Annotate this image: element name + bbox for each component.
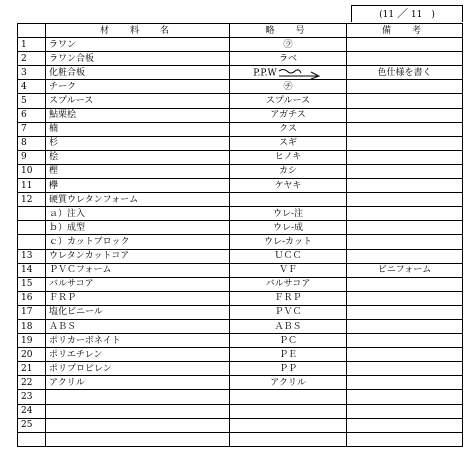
- material-abbreviation: [230, 66, 347, 80]
- abbreviation-text: バルサコア: [265, 279, 311, 290]
- row-number: 14: [18, 263, 46, 277]
- abbreviation-text: ＰＣ: [278, 335, 297, 346]
- material-name: ラワン合板: [46, 52, 230, 66]
- row-number: 9: [18, 150, 46, 164]
- material-abbreviation: [230, 235, 347, 249]
- row-number: 19: [18, 334, 46, 348]
- material-abbreviation: [230, 221, 347, 235]
- table-row: [18, 418, 463, 432]
- material-name: ＡＢＳ: [46, 319, 230, 333]
- material-remarks: ビニフォーム: [347, 263, 463, 277]
- material-name: 化粧合板: [46, 66, 230, 80]
- material-name: 鮎栗桧: [46, 108, 230, 122]
- material-remarks: [347, 108, 463, 122]
- material-remarks: [347, 122, 463, 136]
- abbreviation-text: ㋠: [283, 81, 293, 92]
- material-name: 樫: [46, 164, 230, 178]
- material-abbreviation: [230, 52, 347, 66]
- material-remarks: [347, 94, 463, 108]
- row-number: 18: [18, 319, 46, 333]
- table-header-row: [18, 24, 463, 38]
- material-remarks: [347, 348, 463, 362]
- row-number: 6: [18, 108, 46, 122]
- table-row: [18, 263, 463, 277]
- table-row: [18, 66, 463, 80]
- page-total: 11: [410, 10, 423, 20]
- row-number: 13: [18, 249, 46, 263]
- abbreviation-text: カシ: [278, 166, 297, 177]
- material-abbreviation: [230, 404, 347, 418]
- abbreviation-text: ＡＢＳ: [274, 321, 302, 332]
- table-row: [18, 150, 463, 164]
- table-row: [18, 108, 463, 122]
- row-number: 24: [18, 404, 46, 418]
- material-abbreviation: [230, 334, 347, 348]
- table-row: [18, 207, 463, 221]
- material-name: ｃ）カットブロック: [46, 235, 230, 249]
- material-name: [46, 390, 230, 404]
- table-row: [18, 348, 463, 362]
- handwritten-mark-icon: [277, 67, 323, 79]
- material-abbreviation: [230, 348, 347, 362]
- material-abbreviation: [230, 179, 347, 193]
- material-name: ポリエチレン: [46, 348, 230, 362]
- material-name: 楠: [46, 122, 230, 136]
- material-remarks: [347, 221, 463, 235]
- material-abbreviation: [230, 122, 347, 136]
- abbreviation-text: クス: [279, 124, 297, 135]
- material-remarks: [347, 277, 463, 291]
- abbreviation-text: ＦＲＰ: [274, 293, 302, 304]
- material-name: 硬質ウレタンフォーム: [46, 193, 230, 207]
- page-slash: ／: [397, 7, 408, 20]
- material-remarks: [347, 305, 463, 319]
- table-row: [18, 94, 463, 108]
- material-name: ポリプロピレン: [46, 362, 230, 376]
- table-row: [18, 80, 463, 94]
- abbreviation-text: ウレ-注: [272, 208, 304, 219]
- material-remarks: [347, 249, 463, 263]
- abbreviation-text: ＰＰ: [278, 363, 297, 374]
- material-abbreviation: [230, 249, 347, 263]
- table-row: [18, 390, 463, 404]
- table-row: [18, 235, 463, 249]
- table-row: [18, 136, 463, 150]
- materials-table: [17, 23, 463, 447]
- material-abbreviation: [230, 432, 347, 446]
- material-remarks: [347, 334, 463, 348]
- abbreviation-text: ラベ: [278, 53, 297, 64]
- material-name: ＰＶＣフォーム: [46, 263, 230, 277]
- table-row: [18, 122, 463, 136]
- table-row: [18, 305, 463, 319]
- abbreviation-text: スプルース: [265, 96, 311, 107]
- material-name: [46, 432, 230, 446]
- row-number: 17: [18, 305, 46, 319]
- material-name: ＦＲＰ: [46, 291, 230, 305]
- row-number: [18, 235, 46, 249]
- material-remarks: [347, 38, 463, 52]
- abbreviation-text: ＰＶＣ: [274, 307, 302, 318]
- material-abbreviation: [230, 207, 347, 221]
- material-remarks: [347, 164, 463, 178]
- row-number: 15: [18, 277, 46, 291]
- material-abbreviation: [230, 362, 347, 376]
- row-number: 12: [18, 193, 46, 207]
- abbreviation-text: ウレ-成: [272, 222, 304, 233]
- abbreviation-text: ㋶: [283, 39, 293, 50]
- table-row: [18, 291, 463, 305]
- material-name: アクリル: [46, 376, 230, 390]
- table-row: [18, 164, 463, 178]
- abbreviation-text: ケヤキ: [274, 180, 302, 191]
- row-number: 16: [18, 291, 46, 305]
- row-number: 2: [18, 52, 46, 66]
- material-abbreviation: [230, 193, 347, 207]
- table-row: [18, 221, 463, 235]
- material-remarks: [347, 291, 463, 305]
- material-abbreviation: [230, 319, 347, 333]
- material-abbreviation: [230, 305, 347, 319]
- material-abbreviation: [230, 164, 347, 178]
- material-remarks: [347, 150, 463, 164]
- row-number: 20: [18, 348, 46, 362]
- row-number: 11: [18, 179, 46, 193]
- abbreviation-text: アガチス: [270, 110, 306, 121]
- material-remarks: [347, 376, 463, 390]
- table-row: [18, 404, 463, 418]
- material-abbreviation: [230, 277, 347, 291]
- abbreviation-text: ＵＣＣ: [274, 251, 302, 262]
- material-name: 塩化ビニール: [46, 305, 230, 319]
- material-name: ｂ）成型: [46, 221, 230, 235]
- material-remarks: [347, 207, 463, 221]
- material-remarks: [347, 193, 463, 207]
- material-abbreviation: [230, 390, 347, 404]
- material-remarks: [347, 52, 463, 66]
- material-name: ウレタンカットコア: [46, 249, 230, 263]
- table-row: [18, 432, 463, 446]
- row-number: 5: [18, 94, 46, 108]
- table-body: [18, 38, 463, 447]
- row-number: 22: [18, 376, 46, 390]
- material-remarks: [347, 179, 463, 193]
- row-number: 7: [18, 122, 46, 136]
- row-number: 23: [18, 390, 46, 404]
- row-number: 3: [18, 66, 46, 80]
- header-material-name: 材 料 名: [46, 24, 230, 38]
- page-indicator: (11 ／ 11 ): [351, 5, 463, 22]
- material-abbreviation: [230, 108, 347, 122]
- table-row: [18, 52, 463, 66]
- abbreviation-text: ウレ-カット: [264, 236, 312, 247]
- table-row: [18, 376, 463, 390]
- row-number: 25: [18, 418, 46, 432]
- material-name: [46, 418, 230, 432]
- row-number: 1: [18, 38, 46, 52]
- material-name: 欅: [46, 179, 230, 193]
- row-number: [18, 432, 46, 446]
- table-row: [18, 362, 463, 376]
- material-name: 桧: [46, 150, 230, 164]
- material-remarks: [347, 362, 463, 376]
- row-number: 4: [18, 80, 46, 94]
- material-name: [46, 404, 230, 418]
- table-row: [18, 319, 463, 333]
- table-row: [18, 38, 463, 52]
- material-name: ａ）注入: [46, 207, 230, 221]
- material-abbreviation: [230, 150, 347, 164]
- material-remarks: [347, 136, 463, 150]
- material-name: チーク: [46, 80, 230, 94]
- material-remarks: [347, 235, 463, 249]
- table-row: [18, 334, 463, 348]
- row-number: 10: [18, 164, 46, 178]
- material-abbreviation: [230, 94, 347, 108]
- table-row: [18, 249, 463, 263]
- material-remarks: [347, 390, 463, 404]
- row-number: [18, 207, 46, 221]
- material-remarks: [347, 404, 463, 418]
- material-abbreviation: [230, 80, 347, 94]
- material-remarks: [347, 432, 463, 446]
- abbreviation-text: ＶＦ: [278, 265, 297, 276]
- material-abbreviation: [230, 38, 347, 52]
- material-abbreviation: [230, 291, 347, 305]
- material-remarks: 色仕様を書く: [347, 66, 463, 80]
- material-abbreviation: [230, 136, 347, 150]
- header-number: [18, 24, 46, 38]
- header-abbreviation: 略 号: [230, 24, 347, 38]
- row-number: 8: [18, 136, 46, 150]
- abbreviation-text: P.P.W: [253, 68, 277, 79]
- header-remarks: 備 考: [347, 24, 463, 38]
- abbreviation-text: ヒノキ: [274, 152, 302, 163]
- table-row: [18, 277, 463, 291]
- material-name: 杉: [46, 136, 230, 150]
- row-number: [18, 221, 46, 235]
- abbreviation-text: スギ: [278, 138, 297, 149]
- material-name: ポリカーボネイト: [46, 334, 230, 348]
- material-abbreviation: [230, 418, 347, 432]
- material-remarks: [347, 418, 463, 432]
- row-number: 21: [18, 362, 46, 376]
- material-remarks: [347, 319, 463, 333]
- page-current: 11: [382, 10, 395, 20]
- material-name: スプルース: [46, 94, 230, 108]
- table-row: [18, 179, 463, 193]
- material-name: バルサコア: [46, 277, 230, 291]
- material-abbreviation: [230, 263, 347, 277]
- table-row: [18, 193, 463, 207]
- material-abbreviation: [230, 376, 347, 390]
- material-name: ラワン: [46, 38, 230, 52]
- abbreviation-text: アクリル: [270, 377, 306, 388]
- material-remarks: [347, 80, 463, 94]
- abbreviation-text: ＰＥ: [278, 349, 297, 360]
